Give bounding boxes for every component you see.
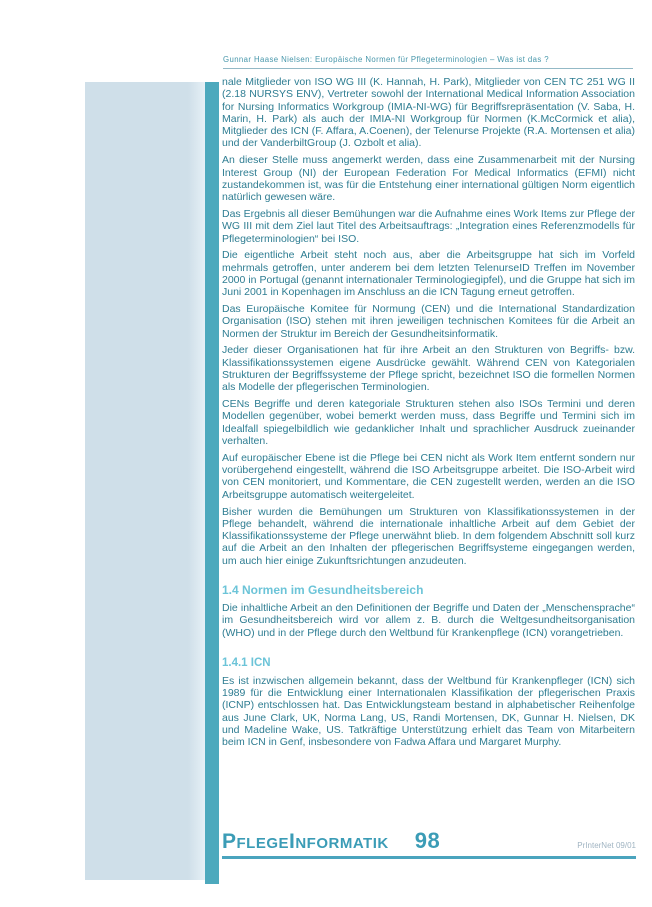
page-number: 98 <box>414 828 441 853</box>
page-footer <box>222 830 636 859</box>
brand-name: PflegeInformatik <box>222 830 389 853</box>
body-paragraph: Auf europäischer Ebene ist die Pflege bei CEN nicht als Work Item entfernt sondern nur vorübergehend eingestellt, während die ISO Arbeitsgruppe arbeitet. Die ISO-Arbeit wird von CEN monitoriert, und Kommentare, die CEN zugestellt werden, werden an die ISO Arbeitsgruppe automatisch weitergeleitet. <box>222 451 635 501</box>
body-paragraph: An dieser Stelle muss angemerkt werden, dass eine Zusammenarbeit mit der Nursing Interest Group (NI) der European Federation For Medical Informatics (EFMI) nicht zustandekommen ist, was für die Entstehung einer international gültigen Norm eigentlich natürlich gewesen wäre. <box>222 154 635 204</box>
section-heading: 1.4 Normen im Gesundheitsbereich <box>222 582 424 597</box>
running-head: Gunnar Haase Nielsen: Europäische Normen für Pflegeterminologien – Was ist das ? <box>223 55 633 69</box>
body-paragraph: nale Mitglieder von ISO WG III (K. Hannah, H. Park), Mitglieder von CEN TC 251 WG II (2.18 NURSYS ENV), Vertreter sowohl der International Medical Information Association for Nursing Informatics Workgroup (IMIA-NI-WG) für Begriffsrepräsentation (V. Saba, H. Marin, H. Park) als auch der IMIA-NI Workgroup für Normen (K.McCormick et alia), Mitglieder des ICN (F. Affara, A.Coenen), der Telenurse Projekte (R.A. Mortensen et alia) und der VanderbiltGroup (J. Ozbolt et alia). <box>222 76 635 150</box>
body-paragraph: Das Europäische Komitee für Normung (CEN) und die International Standardization Organisation (ISO) stehen mit ihren jeweiligen technischen Komitees für die Arbeit an Normen der Struktur im Bereich der Gesundheitsinformatik. <box>222 303 635 340</box>
sidebar-pale-band <box>85 82 205 880</box>
body-paragraph: Das Ergebnis all dieser Bemühungen war die Aufnahme eines Work Items zur Pflege der WG III mit dem Ziel laut Titel des Arbeitsauftrags: „Integration eines Referenzmodells für Pflegeterminologien“ bei ISO. <box>222 207 635 245</box>
body-paragraph: Die eigentliche Arbeit steht noch aus, aber die Arbeitsgruppe hat sich im Vorfeld mehrmals getroffen, unter anderem bei dem letzten TelenurseID Treffen im November 2000 in Portugal (genannt internationaler Terminologiegipfel), und die Gruppe hat sich im Juni 2001 in Kopenhagen im Anschluss an die ICN Tagung erneut getroffen. <box>222 249 635 299</box>
body-paragraph: Jeder dieser Organisationen hat für ihre Arbeit an den Strukturen von Begriffs- bzw. Klassifikationssystemen eigene Ausdrücke gewählt. Während CEN von Kategorialen Strukturen der Begriffssysteme der Pflege spricht, bezeichnet ISO die formellen Normen als Modelle der pflegerischen Terminologien. <box>222 344 635 394</box>
issue-label: PrInterNet 09/01 <box>577 841 636 850</box>
sidebar-teal-strip <box>205 82 219 884</box>
brand-title <box>222 830 440 853</box>
article-content <box>222 76 635 753</box>
body-paragraph: CENs Begriffe und deren kategoriale Strukturen stehen also ISOs Termini und deren Modellen gegenüber, wobei bemerkt werden muss, dass Begriffe und Termini sich im Idealfall spiegelbildlich wie gedanklicher Inhalt und sprachlicher Ausdruck zueinander verhalten. <box>222 398 635 448</box>
body-paragraph: Bisher wurden die Bemühungen um Strukturen von Klassifikationssystemen in der Pflege behandelt, während die internationale inhaltliche Arbeit auf dem Gebiet der Klassifikationssysteme der Pflege unerwähnt blieb. In dem folgendem Abschnitt soll kurz auf die Arbeit an den Inhalten der pflegerischen Begriffsysteme eingegangen werden, um auch hier einige Zukunftsrichtungen anzudeuten. <box>222 505 635 567</box>
body-paragraph: Die inhaltliche Arbeit an den Definitionen der Begriffe und Daten der „Menschensprache“ im Gesundheitsbereich wird vor allem z. B. durch die Weltgesundheitsorganisation (WHO) und in der Pflege durch den Weltbund für Krankenpflege (ICN) vorangetrieben. <box>222 601 635 639</box>
section-heading: 1.4.1 ICN <box>222 656 271 669</box>
body-paragraph: Es ist inzwischen allgemein bekannt, dass der Weltbund für Krankenpfleger (ICN) sich 1989 für die Entwicklung einer Internationalen Klassifikation der pflegerischen Praxis (ICNP) entschlossen hat. Das Entwicklungsteam bestand in alphabetischer Reihenfolge aus June Clark, UK, Norma Lang, US, Randi Mortensen, DK, Gunnar H. Nielsen, DK und Madeline Wake, US. Tatkräftige Unterstützung erhielt das Team von Mitarbeitern beim ICN in Genf, insbesondere von Fadwa Affara und Margaret Murphy. <box>222 674 635 749</box>
footer-row <box>222 830 636 853</box>
